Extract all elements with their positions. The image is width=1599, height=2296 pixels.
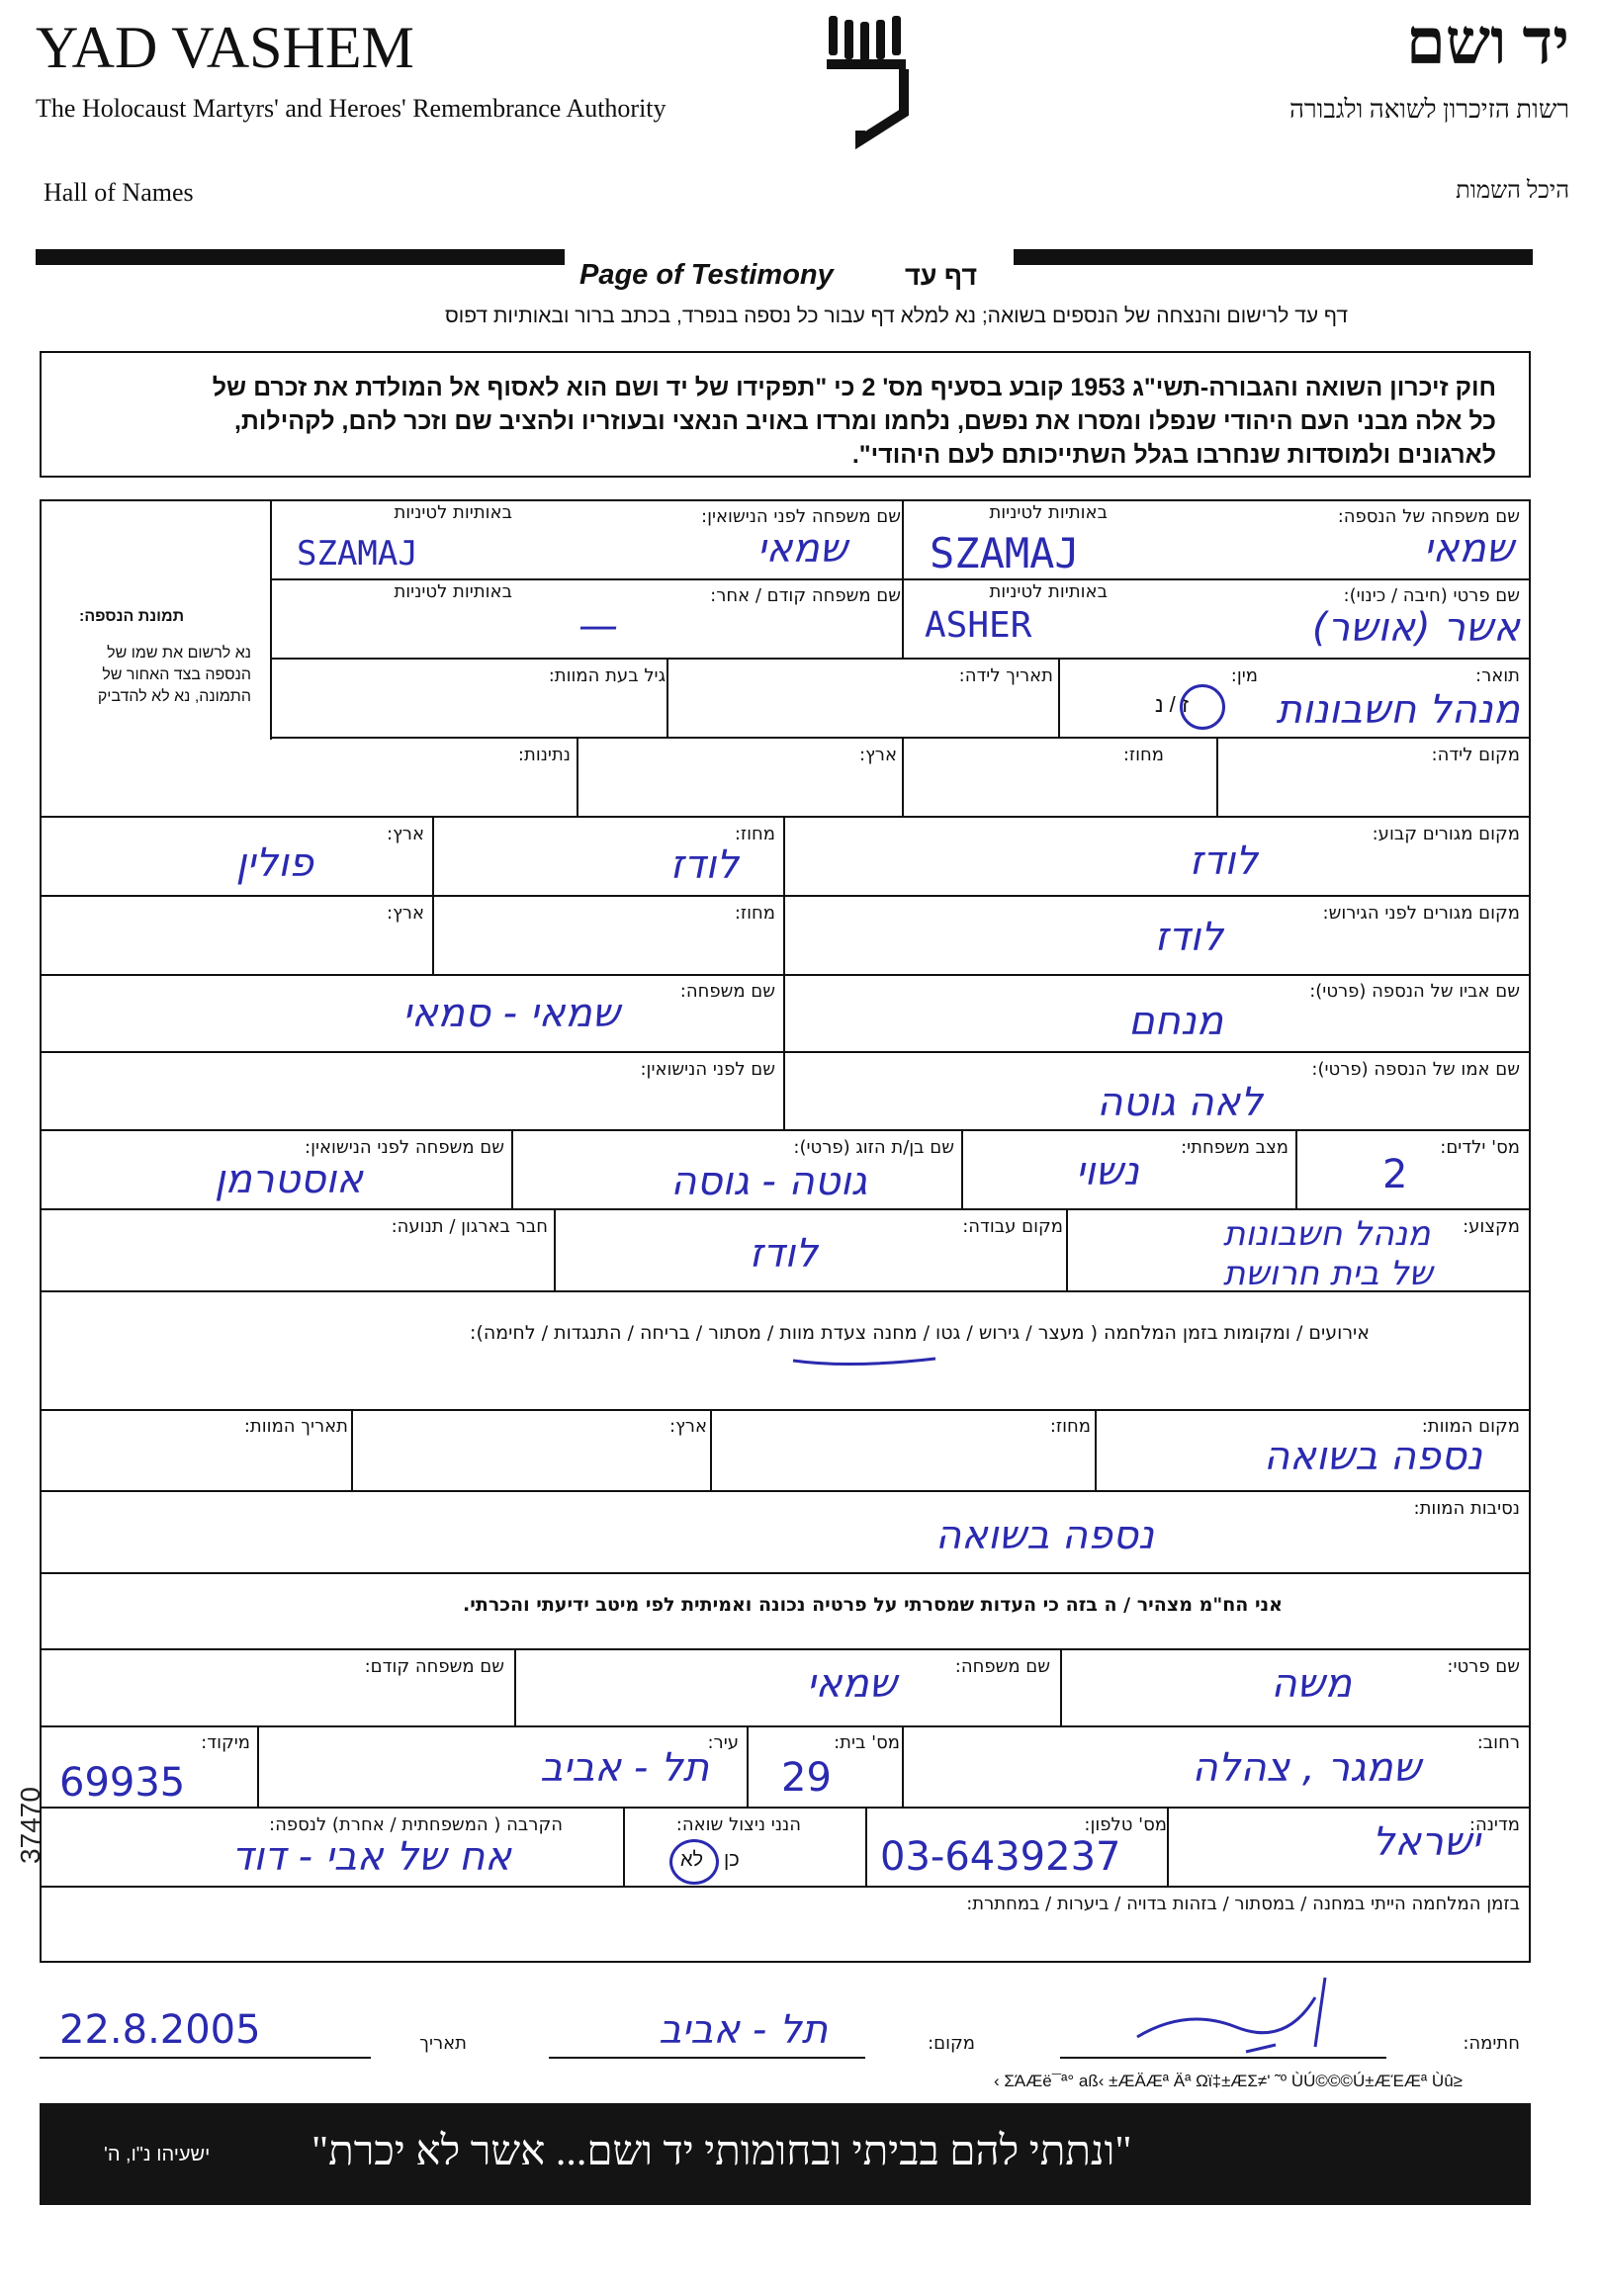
law-line-2: כל אלה מבני העם היהודי שנפלו ומסרו את נפשם, נלחמו ומרדו באויב הנאצי ובעוזריו ולהציב שם וזכר להם, לקהילות, [233, 407, 1496, 435]
value-profession: מנהל חשבונות של בית חרושת [1223, 1214, 1433, 1293]
label-sub-prev: שם משפחה קודם: [364, 1656, 504, 1677]
label-death-circ: נסיבות המוות: [1413, 1498, 1520, 1519]
value-sub-family: שמאי [806, 1661, 897, 1707]
value-house-no: 29 [781, 1755, 832, 1801]
survivor-yes: כן [724, 1849, 740, 1871]
col-line [666, 658, 668, 737]
label-street: רחוב: [1476, 1732, 1520, 1753]
value-father: מנחם [1128, 999, 1223, 1044]
label-marital: מצב משפחתי: [1181, 1137, 1288, 1158]
value-before-city: לודז [1154, 915, 1223, 960]
value-residence-country: פולין [235, 840, 313, 886]
label-mother-maiden: שם לפני הנישואין: [640, 1059, 775, 1080]
col-line [1060, 1648, 1062, 1725]
row-line [40, 1129, 1531, 1131]
value-workplace: לודז [749, 1231, 818, 1277]
photo-divider [270, 499, 272, 740]
label-spouse-maiden: שם משפחה לפני הנישואין: [305, 1137, 504, 1158]
page-title-en: Page of Testimony [579, 259, 834, 291]
page-subtitle: דף עד לרישום והנצחה של הנספים בשואה; נא למלא דף עבור כל נספה בנפרד, בכתב ברור ובאותיות דפוס [444, 305, 1348, 327]
survivor-circle [669, 1839, 719, 1885]
label-country: ארץ: [387, 903, 424, 924]
row-line [40, 1886, 1531, 1888]
law-line-3: לארגונים ולמוסדות שנחרבו בגלל השתייכותם לעם היהודי". [851, 441, 1496, 469]
place-line [549, 2057, 865, 2059]
col-line [1295, 1129, 1297, 1208]
yad-vashem-logo-icon [821, 14, 920, 152]
row-line [40, 1807, 1531, 1809]
col-line [961, 1129, 963, 1208]
col-line [783, 816, 785, 974]
value-first-lat: ASHER [925, 605, 1032, 646]
value-prev-name: — [578, 603, 618, 649]
row-line [40, 1490, 1531, 1492]
row-line [40, 816, 1531, 818]
label-profession: מקצוע: [1463, 1216, 1520, 1237]
value-maiden-he: שמאי [756, 526, 847, 572]
value-spouse-maiden: אוסטרמן [214, 1157, 363, 1202]
label-survivor: הנני ניצול שואה: [675, 1814, 801, 1835]
survivor-no: לא [680, 1849, 704, 1871]
label-country: ארץ: [387, 824, 424, 844]
label-district: מחוז: [1122, 745, 1164, 765]
label-district: מחוז: [734, 824, 775, 844]
row-line [40, 1208, 1531, 1210]
photo-note-2: הנספה בצד האחור של [102, 666, 251, 683]
footer-source: ישעיהו נ"ו, ה' [104, 2144, 211, 2165]
row-line [40, 1725, 1531, 1727]
row-line [40, 895, 1531, 897]
label-latin: באותיות לטיניות [394, 502, 512, 523]
photo-note-1: נא לרשום את שמו של [107, 645, 251, 662]
label-district: מחוז: [1049, 1416, 1091, 1437]
authority-he: רשות הזיכרון לשואה ולגבורה [1288, 95, 1569, 124]
label-age: גיל בעת המוות: [548, 665, 666, 686]
col-line [902, 737, 904, 816]
gender-options: ז / נ [1155, 692, 1190, 717]
value-death-circ: נספה בשואה [934, 1513, 1154, 1558]
col-line [747, 1725, 749, 1807]
col-line [514, 1648, 516, 1725]
value-city: תל - אביב [540, 1745, 709, 1791]
row-line [270, 658, 1531, 660]
label-death-date: תאריך המוות: [243, 1416, 348, 1437]
label-mother: שם אמו של הנספה (פרטי): [1311, 1059, 1520, 1080]
row-line [40, 974, 1531, 976]
label-father: שם אביו של הנספה (פרטי): [1309, 981, 1520, 1002]
label-city: עיר: [707, 1732, 739, 1753]
row-line [270, 737, 1531, 739]
gender-circle [1180, 684, 1225, 730]
col-line [1066, 1208, 1068, 1290]
authority-en: The Holocaust Martyrs' and Heroes' Remembrance Authority [36, 94, 666, 123]
label-maiden-name: שם משפחה לפני הנישואין: [701, 506, 901, 527]
value-death-place: נספה בשואה [1263, 1434, 1482, 1479]
label-prev-name: שם משפחה קודם / אחר: [710, 585, 901, 606]
value-street: שמגר , צהלה [1192, 1745, 1421, 1791]
value-state: ישראל [1372, 1819, 1480, 1865]
org-name-en: YAD VASHEM [36, 15, 414, 80]
label-birth-date: תאריך לידה: [958, 665, 1053, 686]
photo-note-3: התמונה, נא לא להדביק [97, 688, 251, 705]
label-country: ארץ: [859, 745, 897, 765]
label-org-member: חבר בארגון / תנועה: [391, 1216, 548, 1237]
value-family-lat: SZAMAJ [930, 529, 1080, 577]
label-wartime: בזמן המלחמה הייתי במחנה / במסתור / בזהות בדויה / ביערות / במחתרת: [966, 1894, 1520, 1914]
col-line [783, 974, 785, 1129]
value-phone: 03-6439237 [880, 1834, 1121, 1880]
col-line [554, 1208, 556, 1290]
value-first-he: אשר (אושר) [1311, 605, 1520, 651]
label-workplace: מקום עבודה: [962, 1216, 1063, 1237]
label-spouse: שם בן/ת הזוג (פרטי): [793, 1137, 954, 1158]
events-underline [791, 1351, 939, 1370]
label-family-name: שם משפחה של הנספה: [1337, 506, 1520, 527]
label-place: מקום: [928, 2033, 975, 2054]
label-sub-first: שם פרטי: [1447, 1656, 1520, 1677]
row-line [40, 1572, 1531, 1574]
side-number: 37470 [14, 1787, 45, 1864]
label-relation: הקרבה ( המשפחתית / אחרת) לנספה: [269, 1814, 563, 1835]
label-first-name: שם פרטי (חיבה / כינוי): [1343, 585, 1520, 606]
col-line [1216, 737, 1218, 816]
label-zip: מיקוד: [201, 1732, 250, 1753]
label-residence: מקום מגורים קבוע: [1372, 824, 1520, 844]
signature-scribble [1127, 1968, 1384, 2067]
garbled-footer-text: ‹ ΣΆÆë¯ª° aß‹ ±ÆÄÆª Äª Ωϊ‡±ÆΣ≠' ˜º ÙÚ©©©Ú±ÆΈÆª Ùû≥ [994, 2072, 1463, 2090]
value-mother: לאה גוטה [1097, 1080, 1263, 1125]
col-line [623, 1807, 625, 1886]
value-father-surname: שמאי - סמאי [402, 991, 620, 1036]
label-district: מחוז: [734, 903, 775, 924]
label-gender: מין: [1230, 665, 1258, 686]
label-state: מדינה: [1468, 1814, 1520, 1835]
row-line [40, 1648, 1531, 1650]
row-line [270, 578, 1531, 580]
label-phone: מס' טלפון: [1084, 1814, 1167, 1835]
value-residence-city: לודז [1189, 839, 1258, 884]
label-children: מס' ילדים: [1440, 1137, 1520, 1158]
col-line [865, 1807, 867, 1886]
value-title: מנהל חשבונות [1276, 687, 1520, 733]
label-nationality: נתינות: [517, 745, 571, 765]
label-latin: באותיות לטיניות [394, 581, 512, 602]
footer-quote: "ונתתי להם בביתי ובחומותי יד ושם... אשר לא יכרת" [311, 2129, 1132, 2174]
value-spouse: גוטה - גוסה [670, 1159, 867, 1204]
col-line [1095, 1409, 1097, 1490]
value-residence-district: לודז [669, 842, 739, 888]
hall-he: היכל השמות [1456, 178, 1569, 204]
hall-en: Hall of Names [44, 178, 194, 207]
declaration: אני הח"מ מצהיר / ה בזה כי העדות שמסרתי על פרטיה נכונה ואמיתית לפי מיטב ידיעתי והכרתי. [463, 1594, 1283, 1616]
org-name-he: יד ושם [1405, 7, 1569, 77]
col-line [511, 1129, 513, 1208]
value-zip: 69935 [59, 1760, 186, 1806]
col-line [351, 1409, 353, 1490]
col-line [1058, 658, 1060, 737]
photo-title: תמונת הנספה: [79, 608, 185, 625]
label-house-no: מס' בית: [834, 1732, 900, 1753]
row-line [40, 1409, 1531, 1411]
date-line [40, 2057, 371, 2059]
col-line [577, 737, 578, 816]
value-sig-place: תל - אביב [659, 2007, 828, 2053]
row-line [40, 1051, 1531, 1053]
value-marital: נשוי [1075, 1149, 1139, 1194]
value-family-he: שמאי [1423, 526, 1514, 572]
value-children: 2 [1382, 1152, 1408, 1197]
label-date: תאריך [419, 2033, 467, 2054]
value-relation: אח של אבי - דוד [231, 1834, 511, 1880]
value-sig-date: 22.8.2005 [59, 2007, 261, 2053]
label-country: ארץ: [669, 1416, 707, 1437]
col-line [710, 1409, 712, 1490]
col-line [902, 499, 904, 658]
header-rule-left [36, 249, 565, 265]
value-sub-first: משה [1271, 1661, 1352, 1707]
header-rule-right [1014, 249, 1533, 265]
label-residence-before: מקום מגורים לפני הגירוש: [1322, 903, 1520, 924]
label-surname: שם משפחה: [679, 981, 775, 1002]
label-latin: באותיות לטיניות [989, 502, 1108, 523]
page-title-he: דף עד [905, 261, 978, 291]
label-events: אירועים / ומקומות בזמן המלחמה ( מעצר / גירוש / גטו / מחנה צעדת מוות / מסתור / בריחה / התנגדות / לחימה): [470, 1322, 1370, 1344]
col-line [257, 1725, 259, 1807]
label-birth-place: מקום לידה: [1431, 745, 1520, 765]
label-death-place: מקום המוות: [1421, 1416, 1520, 1437]
law-line-1: חוק זיכרון השואה והגבורה-תשי"ג 1953 קובע בסעיף מס' 2 כי "תפקידו של יד ושם הוא לאסוף אל המולדת את זכרם של [212, 374, 1496, 401]
col-line [902, 1725, 904, 1807]
label-title: תואר: [1475, 665, 1520, 686]
value-maiden-lat: SZAMAJ [297, 534, 418, 574]
col-line [1167, 1807, 1169, 1886]
label-signature: חתימה: [1463, 2033, 1520, 2054]
label-latin: באותיות לטיניות [989, 581, 1108, 602]
col-line [432, 816, 434, 974]
label-sub-family: שם משפחה: [954, 1656, 1050, 1677]
